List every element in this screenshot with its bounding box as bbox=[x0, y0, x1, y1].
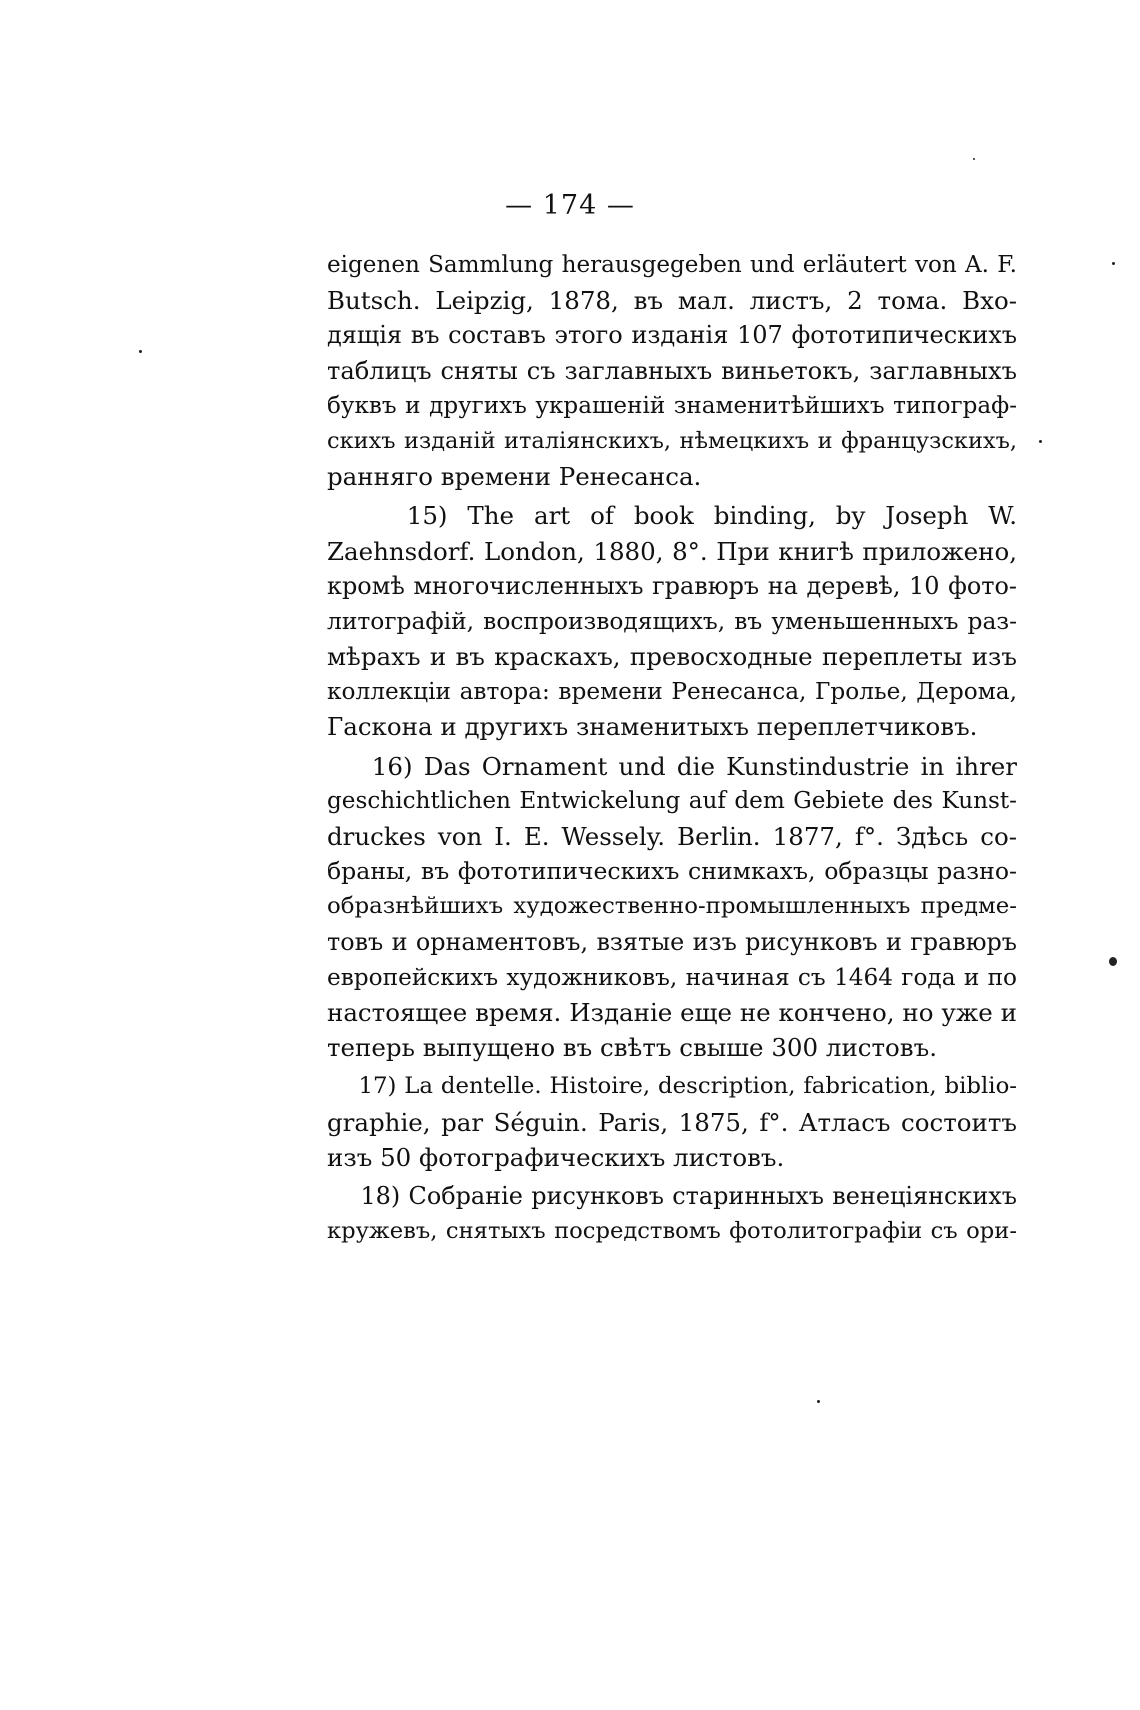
text-line: 15) The art of book binding, by Joseph W. bbox=[327, 501, 1017, 531]
ink-speck bbox=[973, 158, 975, 160]
ink-speck bbox=[817, 1400, 820, 1403]
text-line: европейскихъ художниковъ, начиная съ 1464 года и по bbox=[327, 963, 1017, 991]
text-line: скихъ изданій италіянскихъ, нѣмецкихъ и французскихъ, bbox=[327, 427, 1017, 454]
text-line: geschichtlichen Entwickelung auf dem Gebiete des Kunst- bbox=[327, 787, 1017, 814]
text-line: Zaehnsdorf. London, 1880, 8°. При книгѣ приложено, bbox=[327, 536, 1017, 566]
text-line: druckes von I. E. Wessely. Berlin. 1877, f°. Здѣсь со- bbox=[327, 822, 1017, 851]
body-text bbox=[327, 248, 1017, 1249]
text-line: таблицъ сняты съ заглавныхъ виньетокъ, заглавныхъ bbox=[327, 356, 1017, 385]
text-line: 17) La dentelle. Histoire, description, fabrication, biblio- bbox=[327, 1073, 1017, 1100]
text-line: образнѣйшихъ художественно-промышленныхъ предме- bbox=[327, 893, 1017, 920]
text-line: теперь выпущено въ свѣтъ свыше 300 листовъ. bbox=[327, 1033, 937, 1063]
text-line: 16) Das Ornament und die Kunstindustrie in ihrer bbox=[327, 751, 1017, 781]
text-line: graphie, par Séguin. Paris, 1875, f°. Атласъ состоитъ bbox=[327, 1107, 1017, 1137]
ink-speck bbox=[1039, 440, 1042, 443]
text-line: Гаскона и другихъ знаменитыхъ переплетчиковъ. bbox=[327, 712, 978, 742]
text-line: дящія въ составъ этого изданія 107 фототипическихъ bbox=[327, 321, 1017, 350]
text-line: eigenen Sammlung herausgegeben und erläutert von A. F. bbox=[327, 252, 1017, 278]
text-line: изъ 50 фотографическихъ листовъ. bbox=[327, 1142, 785, 1172]
ink-speck bbox=[139, 350, 142, 353]
text-line: настоящее время. Изданіе еще не кончено, но уже и bbox=[327, 997, 1017, 1027]
text-line: литографій, воспроизводящихъ, въ уменьшенныхъ раз- bbox=[327, 606, 1017, 635]
text-line: кружевъ, снятыхъ посредствомъ фотолитографіи съ ори- bbox=[327, 1218, 1017, 1245]
text-line: ранняго времени Ренесанса. bbox=[327, 462, 702, 492]
text-line: 18) Собраніе рисунковъ старинныхъ венеціянскихъ bbox=[327, 1181, 1017, 1210]
ink-speck bbox=[1112, 262, 1115, 265]
page-number: — 174 — bbox=[505, 190, 635, 221]
text-line: кромѣ многочисленныхъ гравюръ на деревѣ, 10 фото- bbox=[327, 571, 1017, 600]
text-line: мѣрахъ и въ краскахъ, превосходные переплеты изъ bbox=[327, 642, 1017, 672]
text-line: товъ и орнаментовъ, взятые изъ рисунковъ и гравюръ bbox=[327, 927, 1017, 956]
text-line: браны, въ фототипическихъ снимкахъ, образцы разно- bbox=[327, 857, 1017, 886]
text-line: Butsch. Leipzig, 1878, въ мал. листъ, 2 тома. Вхо- bbox=[327, 286, 1017, 316]
ink-speck bbox=[1109, 957, 1117, 966]
text-line: коллекціи автора: времени Ренесанса, Гролье, Дерома, bbox=[327, 678, 1017, 706]
text-line: буквъ и другихъ украшеній знаменитѣйшихъ типограф- bbox=[327, 392, 1017, 419]
